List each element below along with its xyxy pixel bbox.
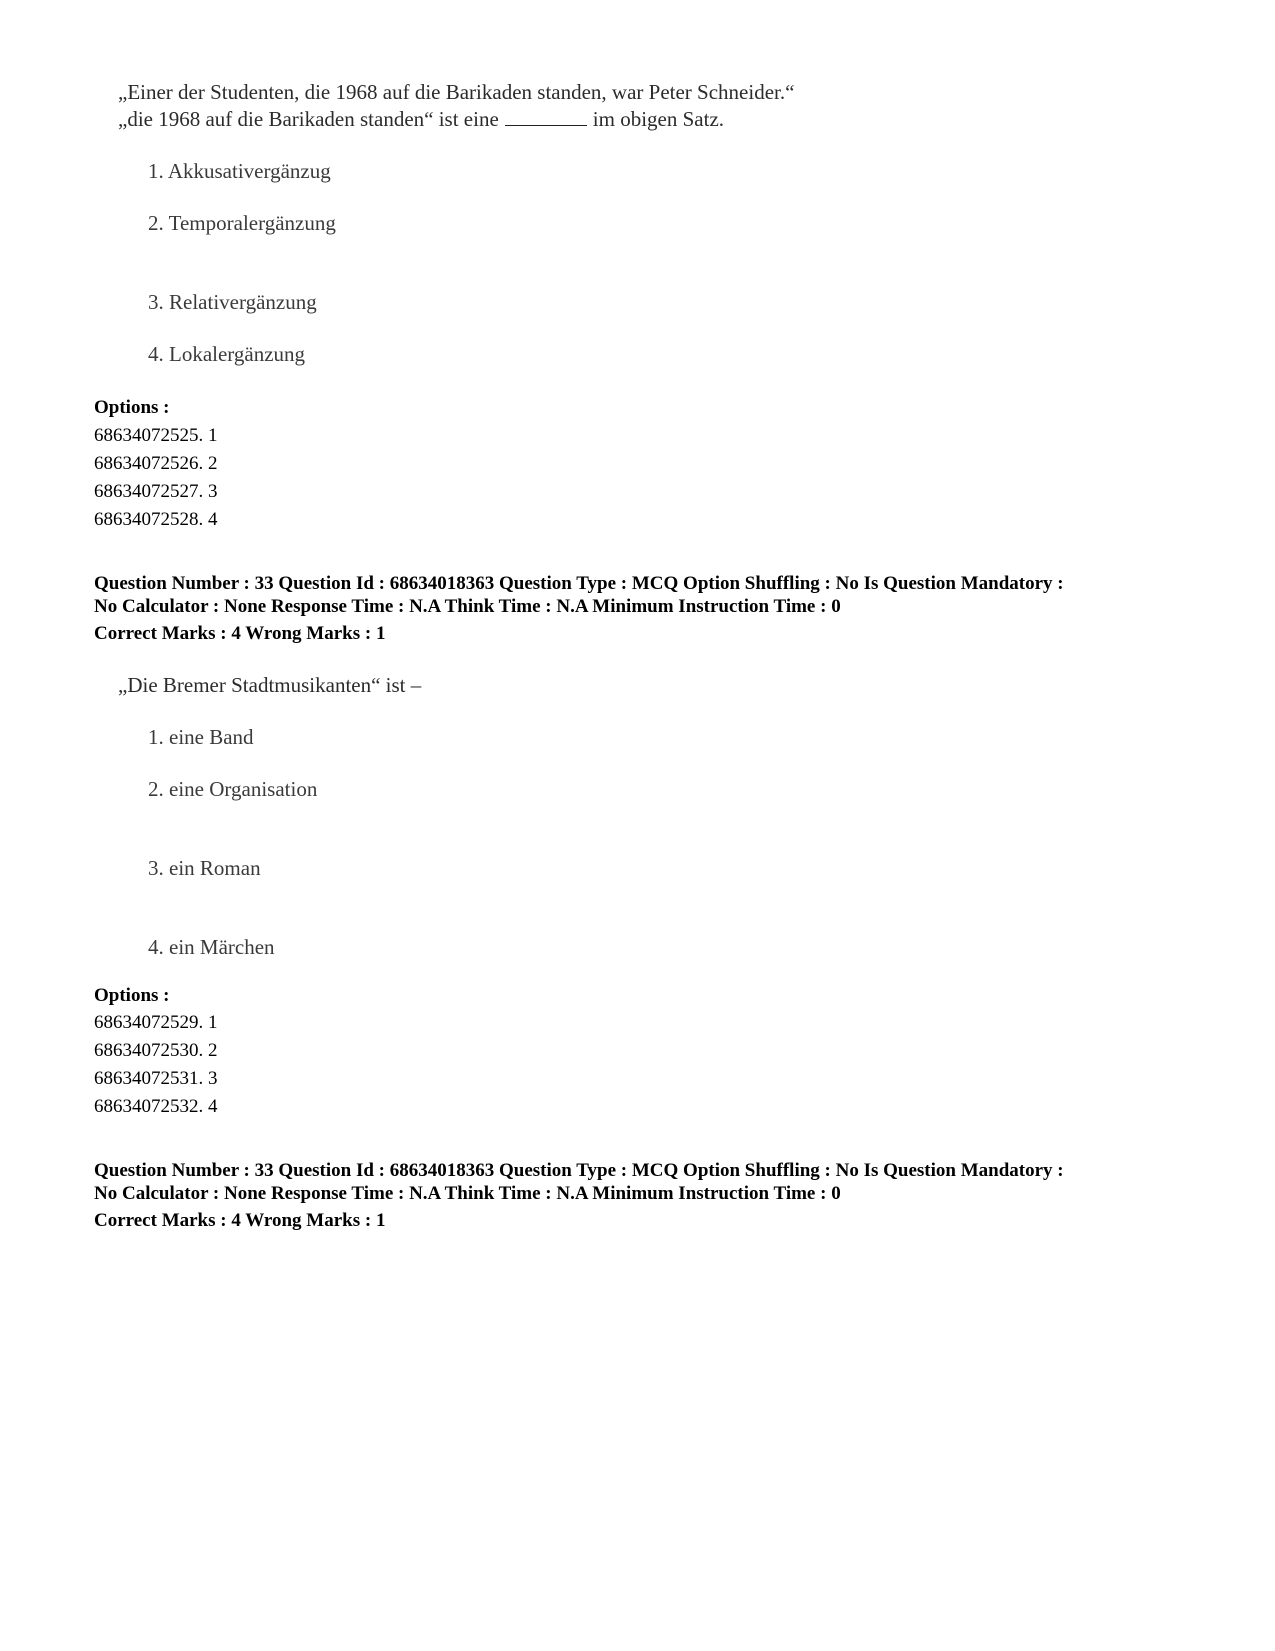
option-row: 68634072527. 3 — [94, 481, 218, 502]
question-meta-line2: No Calculator : None Response Time : N.A Think Time : N.A Minimum Instruction Time : 0 — [94, 1183, 841, 1204]
choice-2: 2. eine Organisation — [148, 777, 318, 801]
question-marks: Correct Marks : 4 Wrong Marks : 1 — [94, 1210, 386, 1231]
choice-2: 2. Temporalergänzung — [148, 211, 336, 235]
option-row: 68634072529. 1 — [94, 1012, 218, 1033]
choice-3: 3. Relativergänzung — [148, 290, 317, 314]
question-sentence-line2-before: „die 1968 auf die Barikaden standen“ ist eine — [118, 107, 499, 131]
option-row: 68634072532. 4 — [94, 1096, 218, 1117]
question-sentence-line2 — [118, 107, 724, 132]
option-row: 68634072526. 2 — [94, 453, 218, 474]
option-row: 68634072528. 4 — [94, 509, 218, 530]
question-meta-line1: Question Number : 33 Question Id : 68634018363 Question Type : MCQ Option Shuffling : No Is Question Mandatory : — [94, 573, 1064, 594]
choice-1: 1. Akkusativergänzug — [148, 159, 331, 183]
option-row: 68634072530. 2 — [94, 1040, 218, 1061]
choice-4: 4. Lokalergänzung — [148, 342, 306, 366]
choice-1: 1. eine Band — [148, 725, 254, 749]
option-row: 68634072525. 1 — [94, 425, 218, 446]
question-text: „Die Bremer Stadtmusikanten“ ist – — [118, 673, 422, 697]
options-label: Options : — [94, 397, 170, 418]
options-label: Options : — [94, 985, 170, 1006]
choice-3: 3. ein Roman — [148, 856, 261, 880]
question-marks: Correct Marks : 4 Wrong Marks : 1 — [94, 623, 386, 644]
question-meta-line2: No Calculator : None Response Time : N.A Think Time : N.A Minimum Instruction Time : 0 — [94, 596, 841, 617]
question-sentence-line1: „Einer der Studenten, die 1968 auf die Barikaden standen, war Peter Schneider.“ — [118, 80, 795, 104]
question-meta-line1: Question Number : 33 Question Id : 68634018363 Question Type : MCQ Option Shuffling : No Is Question Mandatory : — [94, 1160, 1064, 1181]
option-row: 68634072531. 3 — [94, 1068, 218, 1089]
question-sentence-line2-after: im obigen Satz. — [592, 107, 725, 131]
fill-in-blank — [505, 109, 587, 126]
choice-4: 4. ein Märchen — [148, 935, 275, 959]
